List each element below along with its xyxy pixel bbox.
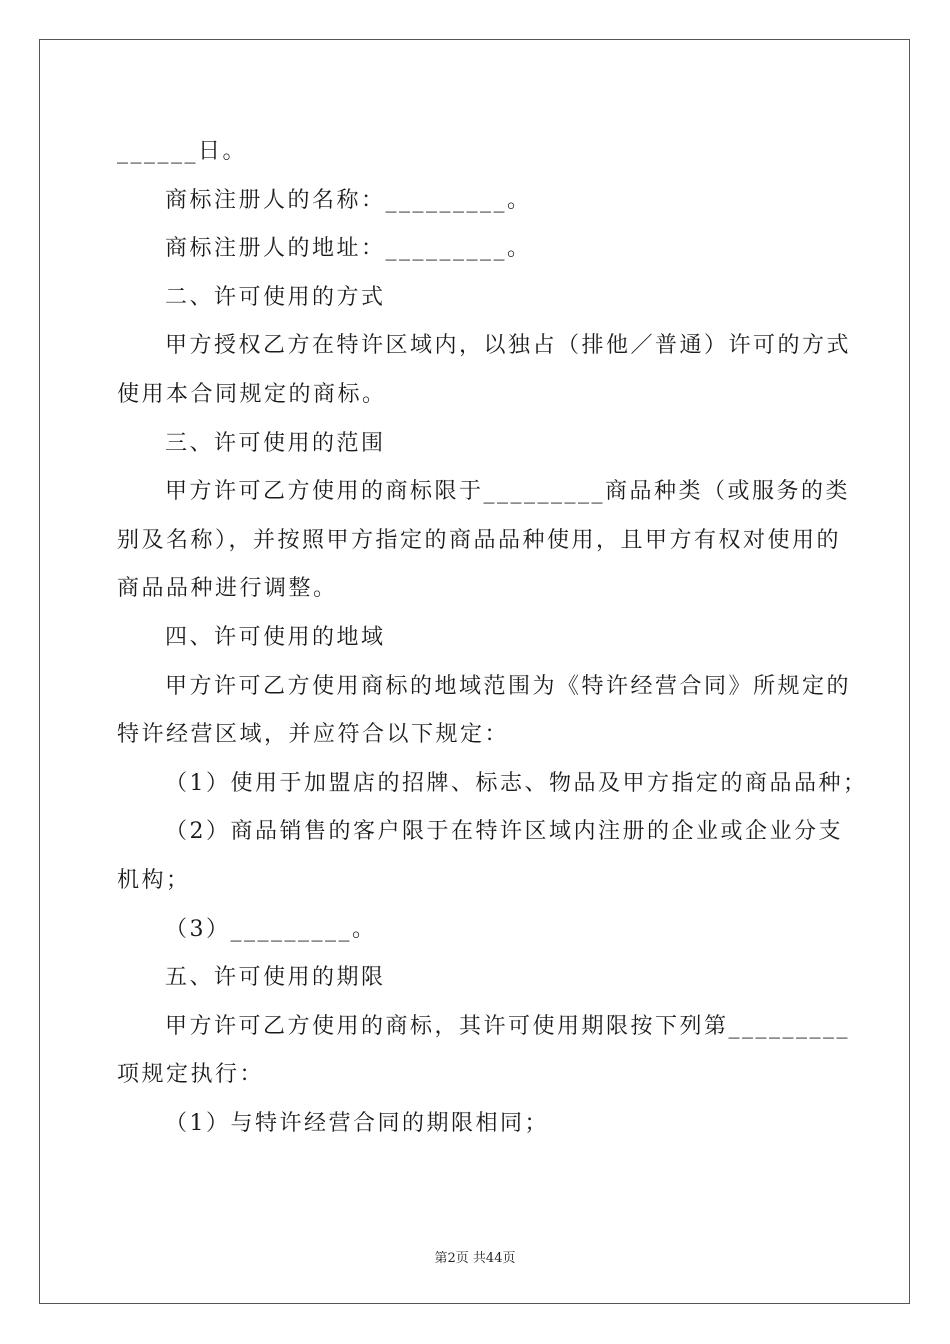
- text-line: 特许经营区域，并应符合以下规定：: [117, 722, 510, 748]
- text-line: 别及名称），并按照甲方指定的商品品种使用，且甲方有权对使用的: [117, 527, 842, 553]
- page-number: 第2页 共44页: [434, 1251, 516, 1266]
- text-line: 商品品种进行调整。: [117, 576, 338, 602]
- text-line: ______日。: [117, 139, 248, 164]
- text-line: 使用本合同规定的商标。: [117, 381, 387, 407]
- list-item: （2）商品销售的客户限于在特许区域内注册的企业或企业分支: [165, 819, 843, 845]
- section-heading: 四、许可使用的地域: [165, 624, 386, 650]
- text-line: 商标注册人的地址：_________。: [165, 236, 532, 262]
- page-footer: [0, 1247, 950, 1266]
- list-item: （1）与特许经营合同的期限相同；: [165, 1110, 549, 1136]
- list-item: （1）使用于加盟店的招牌、标志、物品及甲方指定的商品品种；: [165, 770, 868, 796]
- text-line: 甲方许可乙方使用商标的地域范围为《特许经营合同》所规定的: [165, 673, 852, 699]
- text-line: 项规定执行：: [117, 1062, 265, 1088]
- text-line: 商标注册人的名称：_________。: [165, 187, 532, 213]
- list-item: （3）_________。: [165, 916, 377, 942]
- section-heading: 二、许可使用的方式: [165, 284, 386, 310]
- section-heading: 三、许可使用的范围: [165, 430, 386, 456]
- text-line: 机构；: [117, 867, 191, 893]
- text-line: 甲方许可乙方使用的商标限于_________商品种类（或服务的类: [165, 479, 851, 505]
- document-body: [117, 128, 868, 1148]
- text-line: 甲方授权乙方在特许区域内，以独占（排他／普通）许可的方式: [165, 333, 852, 359]
- section-heading: 五、许可使用的期限: [165, 965, 386, 991]
- text-line: 甲方许可乙方使用的商标，其许可使用期限按下列第_________: [165, 1013, 851, 1039]
